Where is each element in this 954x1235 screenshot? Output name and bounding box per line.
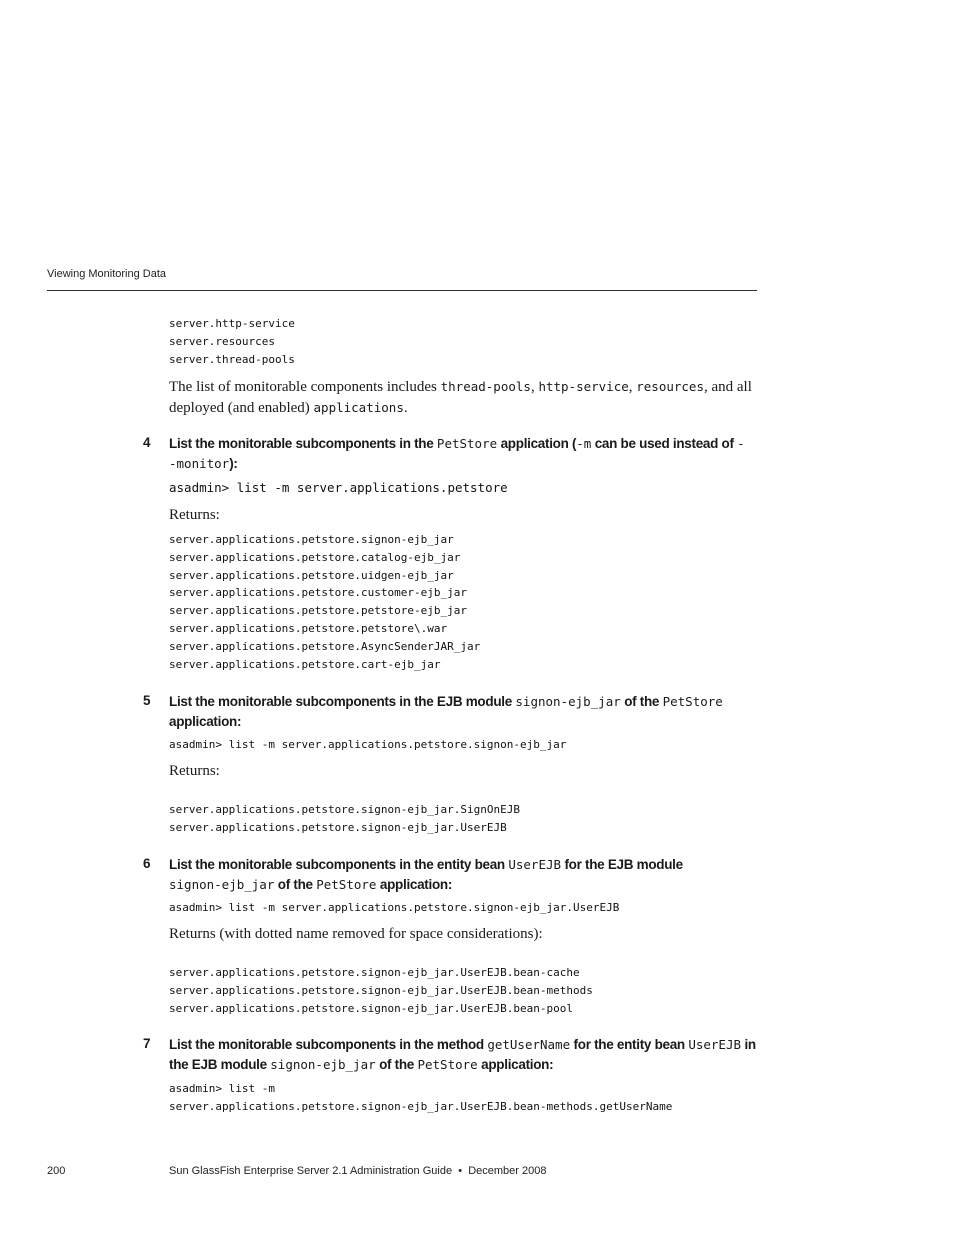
inline-code: --monitor bbox=[169, 436, 745, 471]
code-line: server.applications.petstore.cart-ejb_jar bbox=[169, 657, 441, 671]
text-run: List the monitorable subcomponents in the method bbox=[169, 1037, 488, 1052]
text-run: for the EJB module bbox=[561, 857, 683, 872]
inline-code: resources bbox=[636, 379, 704, 394]
header-divider bbox=[47, 290, 757, 291]
command-line: asadmin> list -m server.applications.petstore.signon-ejb_jar bbox=[169, 738, 567, 751]
inline-code: PetStore bbox=[316, 876, 377, 892]
code-line: server.applications.petstore.signon-ejb_jar.UserEJB bbox=[169, 820, 507, 834]
step-number: 7 bbox=[143, 1036, 151, 1051]
code-line: server.applications.petstore.customer-ejb_jar bbox=[169, 586, 468, 600]
step-heading bbox=[169, 434, 749, 473]
code-line: server.applications.petstore.signon-ejb_jar.SignOnEJB bbox=[169, 803, 520, 816]
text-run: ): bbox=[229, 455, 238, 471]
inline-code: signon-ejb_jar bbox=[515, 694, 621, 709]
command-output bbox=[169, 964, 593, 1017]
text-run: application: bbox=[477, 1056, 554, 1072]
code-line: server.applications.petstore.signon-ejb_jar.UserEJB.bean-methods.getUserName bbox=[169, 1099, 673, 1113]
inline-code: signon-ejb_jar bbox=[270, 1056, 376, 1072]
code-block-components bbox=[169, 315, 295, 368]
text-run: . bbox=[403, 399, 408, 416]
step-heading bbox=[169, 692, 749, 731]
code-line: server.applications.petstore.AsyncSenderJAR_jar bbox=[169, 639, 481, 653]
running-header: Viewing Monitoring Data bbox=[47, 268, 167, 280]
step-number: 4 bbox=[143, 435, 151, 450]
inline-code: thread-pools bbox=[440, 379, 531, 394]
text-run: of the bbox=[620, 694, 663, 709]
code-line: server.thread-pools bbox=[169, 352, 295, 366]
returns-label: Returns: bbox=[169, 507, 220, 523]
text-run: of the bbox=[375, 1056, 418, 1072]
text-run: for the entity bean bbox=[570, 1037, 689, 1052]
inline-code: getUserName bbox=[487, 1037, 571, 1052]
text-run: List the monitorable subcomponents in the bbox=[169, 436, 437, 451]
text-run: , bbox=[530, 379, 539, 395]
step-heading bbox=[169, 1035, 769, 1074]
intro-paragraph bbox=[169, 377, 759, 418]
text-run: application: bbox=[169, 713, 242, 729]
book-title: Sun GlassFish Enterprise Server 2.1 Administration Guide bbox=[169, 1165, 453, 1177]
inline-code: UserEJB bbox=[688, 1037, 742, 1052]
step-heading bbox=[169, 855, 729, 894]
inline-code: -m bbox=[576, 436, 592, 451]
command-line: asadmin> list -m server.applications.petstore.signon-ejb_jar.UserEJB bbox=[169, 901, 620, 914]
text-run: can be used instead of bbox=[591, 436, 738, 451]
inline-code: signon-ejb_jar bbox=[169, 876, 275, 892]
step-number: 6 bbox=[143, 856, 151, 871]
code-line: server.http-service bbox=[169, 317, 295, 330]
code-line: server.resources bbox=[169, 334, 275, 348]
code-line: server.applications.petstore.signon-ejb_jar bbox=[169, 533, 454, 546]
inline-code: PetStore bbox=[662, 694, 723, 709]
publication-date: December 2008 bbox=[468, 1165, 547, 1177]
inline-code: UserEJB bbox=[508, 857, 562, 872]
code-line: server.applications.petstore.catalog-ejb_jar bbox=[169, 550, 461, 564]
code-line: server.applications.petstore.signon-ejb_jar.UserEJB.bean-pool bbox=[169, 1001, 573, 1015]
text-run: application ( bbox=[497, 436, 577, 451]
inline-code: applications bbox=[313, 399, 404, 415]
step-number: 5 bbox=[143, 693, 151, 708]
command-output bbox=[169, 801, 520, 837]
code-line: server.applications.petstore.uidgen-ejb_jar bbox=[169, 568, 454, 582]
code-line: server.applications.petstore.petstore-ejb_jar bbox=[169, 604, 468, 618]
inline-code: http-service bbox=[538, 379, 629, 394]
code-line: asadmin> list -m bbox=[169, 1082, 275, 1095]
command-output bbox=[169, 531, 480, 673]
text-run: , bbox=[628, 379, 637, 395]
text-run: The list of monitorable components includes bbox=[169, 379, 441, 395]
command-line bbox=[169, 1080, 672, 1116]
returns-label: Returns: bbox=[169, 763, 220, 779]
text-run: List the monitorable subcomponents in the entity bean bbox=[169, 857, 509, 872]
text-run: application: bbox=[376, 876, 453, 892]
returns-label: Returns (with dotted name removed for space considerations): bbox=[169, 926, 543, 942]
text-run: , and all deployed (and enabled) bbox=[169, 379, 752, 416]
text-run: in the EJB module bbox=[169, 1037, 756, 1072]
inline-code: PetStore bbox=[436, 436, 498, 451]
code-line: server.applications.petstore.signon-ejb_jar.UserEJB.bean-methods bbox=[169, 983, 593, 997]
code-line: server.applications.petstore.signon-ejb_jar.UserEJB.bean-cache bbox=[169, 966, 580, 979]
inline-code: PetStore bbox=[417, 1056, 478, 1072]
page-number: 200 bbox=[47, 1165, 66, 1177]
footer-separator: • bbox=[458, 1165, 463, 1177]
running-footer bbox=[169, 1165, 546, 1177]
command-line: asadmin> list -m server.applications.petstore bbox=[169, 480, 508, 495]
code-line: server.applications.petstore.petstore\.war bbox=[169, 621, 448, 635]
text-run: List the monitorable subcomponents in the EJB module bbox=[169, 694, 516, 709]
text-run: of the bbox=[274, 876, 317, 892]
